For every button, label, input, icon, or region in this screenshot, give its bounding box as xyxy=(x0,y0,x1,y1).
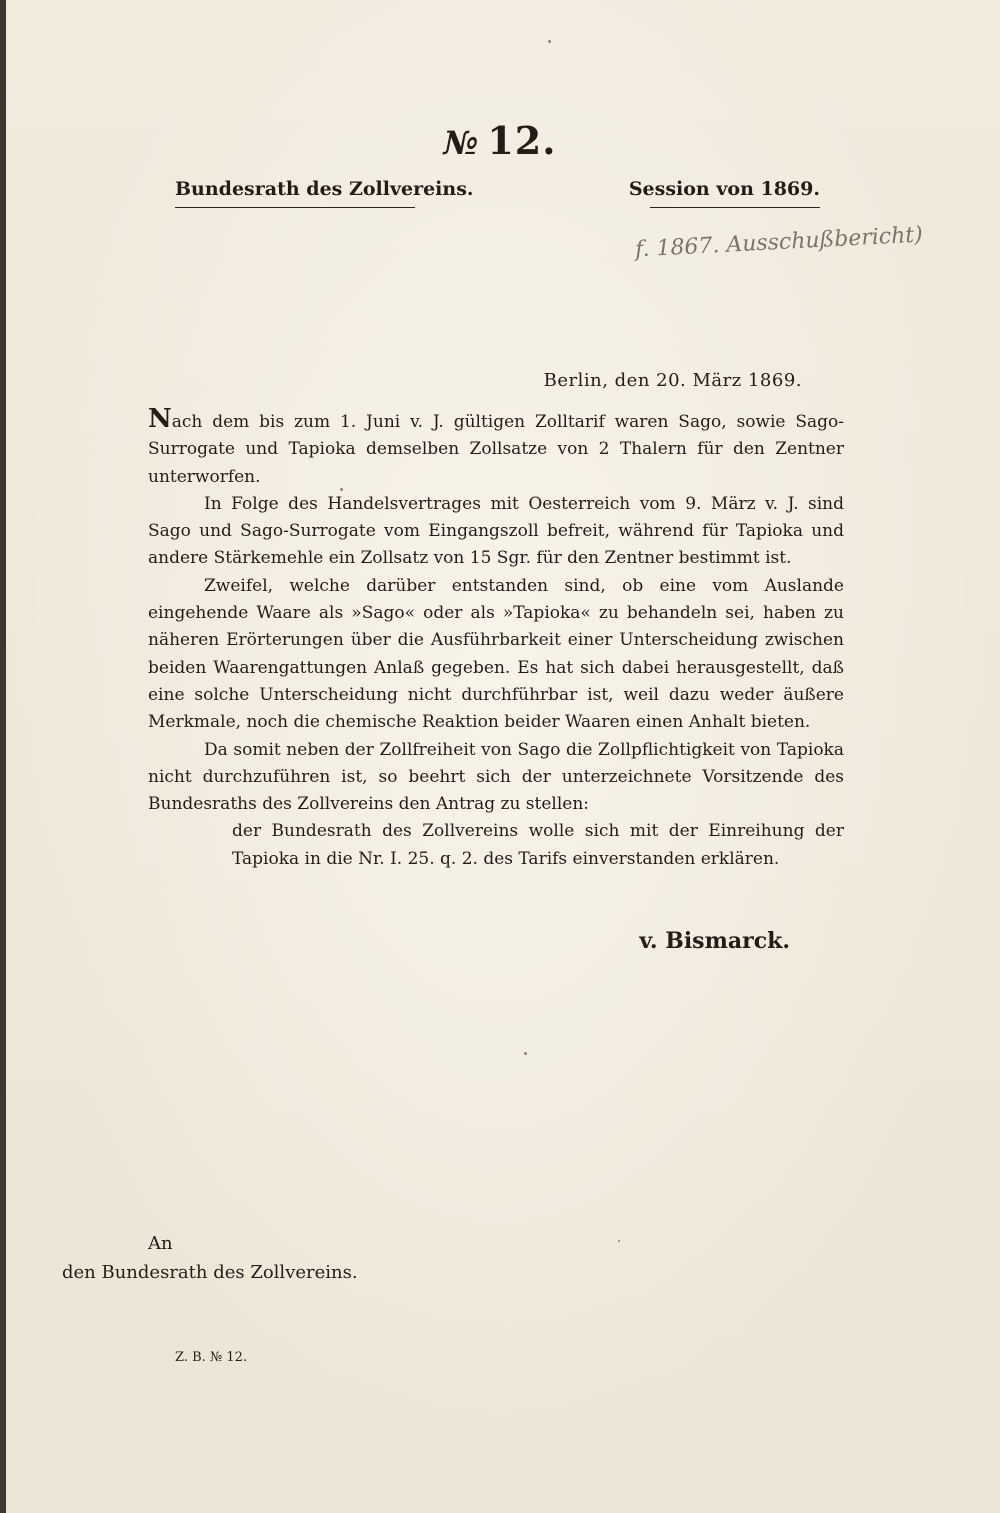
paragraph-4: Da somit neben der Zollfreiheit von Sago die Zollpflichtigkeit von Tapioka nicht durchzuführen ist, so beehrt sich der unterzeichnete Vorsitzende des Bundesraths des Zollvereins den Antrag zu stellen: xyxy=(148,739,844,815)
proposal-text: der Bundesrath des Zollvereins wolle sich mit der Einreihung der Tapioka in die Nr. I. 25. q. 2. des Tarifs einverstanden erklären. xyxy=(232,821,844,869)
paper-speck xyxy=(340,488,343,491)
number-sign: № xyxy=(443,124,480,162)
paragraph-2: In Folge des Handelsvertrages mit Oesterreich vom 9. März v. J. sind Sago und Sago-Surrogate vom Eingangszoll befreit, während für Tapioka und andere Stärkemehle ein Zollsatz von 15 Sgr. für den Zentner bestimmt ist. xyxy=(148,493,844,569)
handwritten-note: f. 1867. Ausschußbericht) xyxy=(634,222,924,263)
initial-letter: N xyxy=(148,404,172,434)
address-line-1: An xyxy=(148,1233,173,1254)
number-value: 12. xyxy=(487,118,557,163)
address-line-2: den Bundesrath des Zollvereins. xyxy=(62,1262,358,1283)
document-number xyxy=(0,118,1000,163)
dateline: Berlin, den 20. März 1869. xyxy=(543,370,802,391)
header-right: Session von 1869. xyxy=(628,178,820,200)
scan-edge xyxy=(0,0,6,1513)
header-right-rule xyxy=(650,207,820,208)
paragraph-1 xyxy=(148,406,844,491)
paper-speck xyxy=(618,1240,620,1242)
paper-speck xyxy=(548,40,551,43)
footer-reference: Z. B. № 12. xyxy=(175,1350,247,1365)
body-text xyxy=(148,406,844,873)
header-left-rule xyxy=(175,207,415,208)
header-left: Bundesrath des Zollvereins. xyxy=(175,178,474,200)
paper-speck xyxy=(524,1052,527,1055)
paragraph-3: Zweifel, welche darüber entstanden sind, ob eine vom Auslande eingehende Waare als »Sago« oder als »Tapioka« zu behandeln sei, haben zu näheren Erörterungen über die Ausführbarkeit einer Unterscheidung zwischen beiden Waarengattungen Anlaß gegeben. Es hat sich dabei herausgestellt, daß eine solche Unterscheidung nicht durchführbar ist, weil dazu weder äußere Merkmale, noch die chemische Reaktion beider Waaren einen Anhalt bieten. xyxy=(148,575,844,733)
signature: v. Bismarck. xyxy=(639,928,790,954)
paragraph-1-text: ach dem bis zum 1. Juni v. J. gültigen Zolltarif waren Sago, sowie Sago-Surrogate und Tapioka demselben Zollsatze von 2 Thalern für den Zentner unterworfen. xyxy=(148,412,844,487)
